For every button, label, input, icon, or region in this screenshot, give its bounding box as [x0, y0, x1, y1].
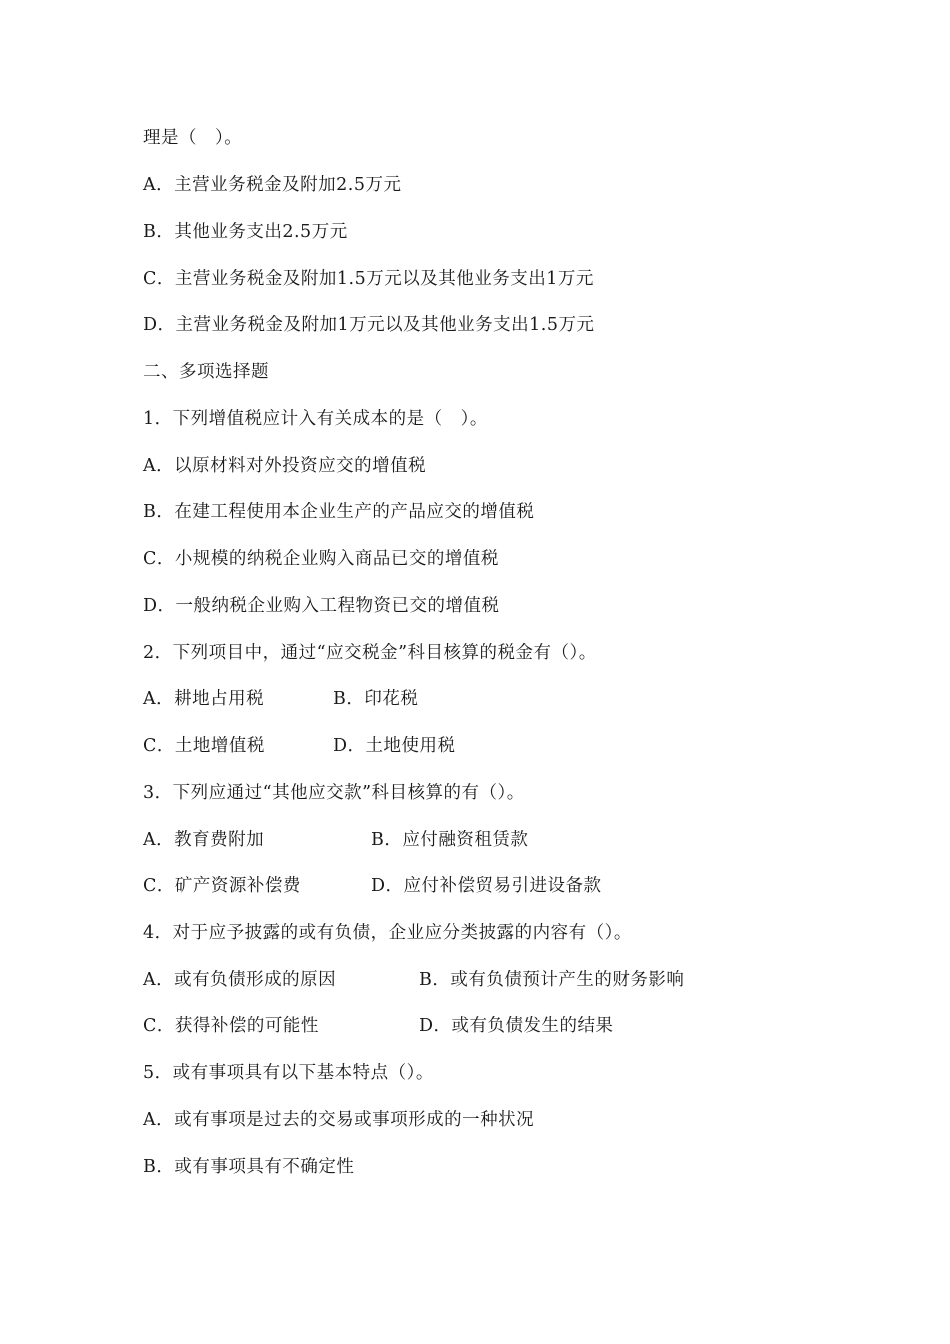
section-heading-multiple-choice: 二、多项选择题	[143, 362, 269, 382]
question-4-option-c: C．获得补偿的可能性	[143, 1016, 319, 1036]
question-3-option-b: B．应付融资租赁款	[371, 830, 529, 850]
question-1-option-a: A．以原材料对外投资应交的增值税	[143, 456, 427, 476]
question-1-option-b: B．在建工程使用本企业生产的产品应交的增值税	[143, 502, 535, 522]
question-2-option-d: D．土地使用税	[333, 736, 456, 756]
question-4-option-a: A．或有负债形成的原因	[143, 970, 337, 990]
question-2-option-b: B．印花税	[333, 689, 419, 709]
question-4-option-d: D．或有负债发生的结果	[419, 1016, 614, 1036]
question-3-stem: 3．下列应通过“其他应交款”科目核算的有（）。	[143, 783, 525, 803]
question-1-option-d: D．一般纳税企业购入工程物资已交的增值税	[143, 596, 500, 616]
question-3-option-d: D．应付补偿贸易引进设备款	[371, 876, 602, 896]
question-2-option-c: C．土地增值税	[143, 736, 265, 756]
question-1-stem: 1．下列增值税应计入有关成本的是（ ）。	[143, 409, 488, 429]
question-4-stem: 4．对于应予披露的或有负债，企业应分类披露的内容有（）。	[143, 923, 632, 943]
question-3-option-c: C．矿产资源补偿费	[143, 876, 301, 896]
question-5-stem: 5．或有事项具有以下基本特点（）。	[143, 1063, 434, 1083]
question-5-option-b: B．或有事项具有不确定性	[143, 1157, 355, 1177]
question-4-option-b: B．或有负债预计产生的财务影响	[419, 970, 685, 990]
question-1-option-c: C．小规模的纳税企业购入商品已交的增值税	[143, 549, 499, 569]
option-c: C．主营业务税金及附加1.5万元以及其他业务支出1万元	[143, 269, 594, 289]
question-2-stem: 2．下列项目中，通过“应交税金”科目核算的税金有（）。	[143, 643, 597, 663]
question-continuation: 理是（ ）。	[143, 128, 243, 148]
question-3-option-a: A．教育费附加	[143, 830, 265, 850]
option-b: B．其他业务支出2.5万元	[143, 222, 348, 242]
question-2-option-a: A．耕地占用税	[143, 689, 265, 709]
question-5-option-a: A．或有事项是过去的交易或事项形成的一种状况	[143, 1110, 535, 1130]
option-d: D．主营业务税金及附加1万元以及其他业务支出1.5万元	[143, 315, 595, 335]
option-a: A．主营业务税金及附加2.5万元	[143, 175, 402, 195]
